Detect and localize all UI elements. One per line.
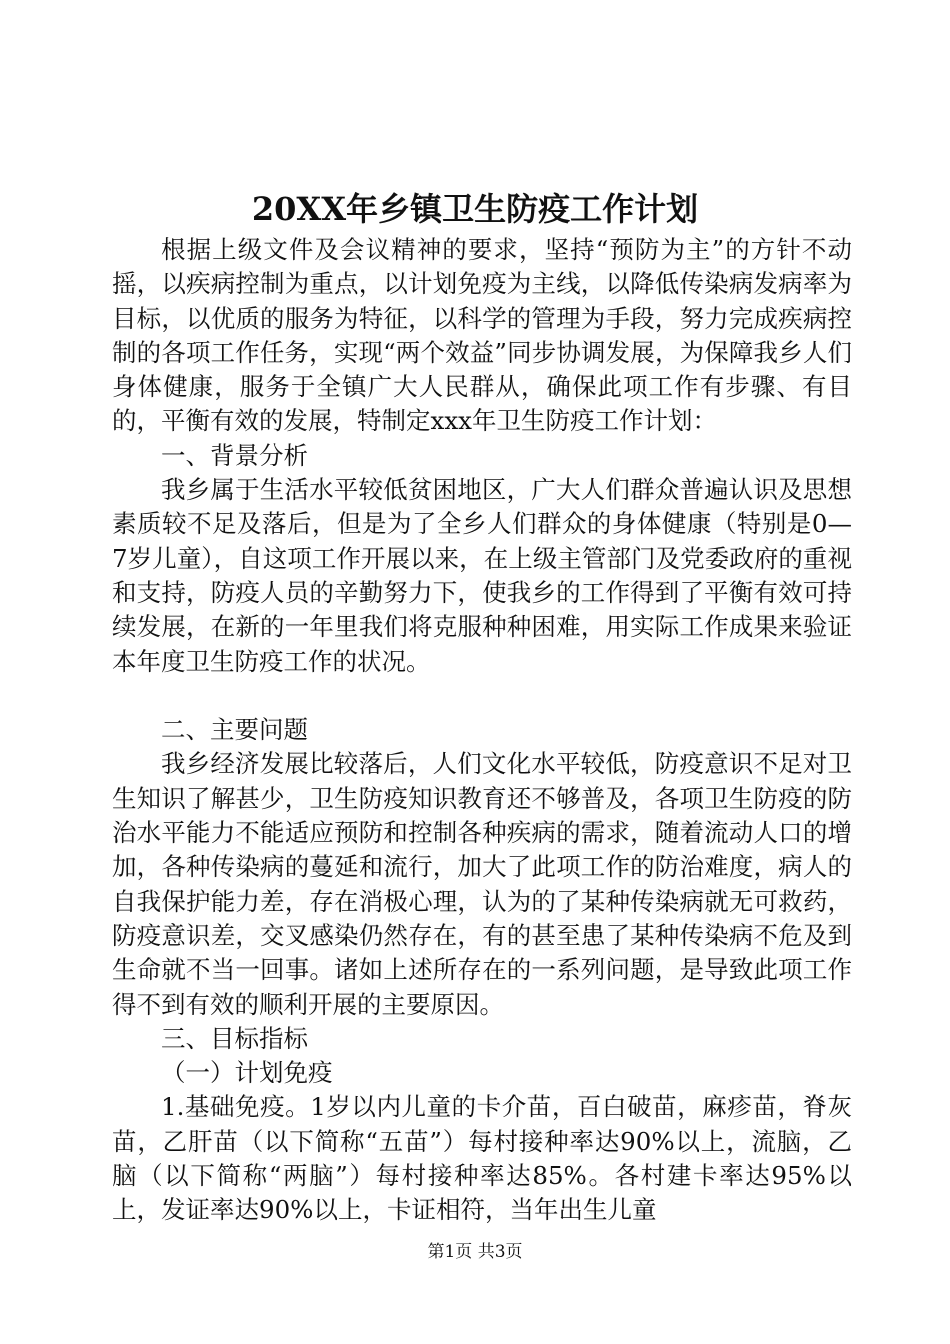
document-title: 20XX年乡镇卫生防疫工作计划	[251, 190, 699, 228]
problems-paragraph: 我乡经济发展比较落后，人们文化水平较低，防疫意识不足对卫生知识了解甚少，卫生防疫知识教育还不够普及，各项卫生防疫的防治水平能力不能适应预防和控制各种疾病的需求，随着流动人口的增加，各种传染病的蔓延和流行，加大了此项工作的防治难度，病人的自我保护能力差，存在消极心理，认为的了某种传染病就无可救药，防疫意识差，交叉感染仍然存在，有的甚至患了某种传染病不危及到生命就不当一回事。诸如上述所存在的一系列问题，是导致此项工作得不到有效的顺利开展的主要原因。	[112, 749, 852, 1019]
intro-paragraph: 根据上级文件及会议精神的要求，坚持“预防为主”的方针不动摇，以疾病控制为重点，以计划免疫为主线，以降低传染病发病率为目标，以优质的服务为特征，以科学的管理为手段，努力完成疾病控制的各项工作任务，实现“两个效益”同步协调发展，为保障我乡人们身体健康，服务于全镇广大人民群从，确保此项工作有步骤、有目的，平衡有效的发展，特制定xxx年卫生防疫工作计划：	[112, 235, 852, 436]
subsection-heading-immunization: （一）计划免疫	[161, 1058, 333, 1088]
blank-line	[112, 679, 852, 713]
background-paragraph: 我乡属于生活水平较低贫困地区，广大人们群众普遍认识及思想素质较不足及落后，但是为了全乡人们群众的身体健康（特别是0—7岁儿童），自这项工作开展以来，在上级主管部门及党委政府的重视和支持，防疫人员的辛勤努力下，使我乡的工作得到了平衡有效可持续发展，在新的一年里我们将克服种种困难，用实际工作成果来验证本年度卫生防疫工作的状况。	[112, 475, 852, 676]
section-heading-targets: 三、目标指标	[161, 1023, 308, 1053]
immunization-paragraph: 1.基础免疫。1岁以内儿童的卡介苗，百白破苗，麻疹苗，脊灰苗，乙肝苗（以下简称“五苗”）每村接种率达90%以上，流脑，乙脑（以下简称“两脑”）每村接种率达85%。各村建卡率达95%以上，发证率达90%以上，卡证相符，当年出生儿童	[112, 1092, 852, 1225]
page-footer: 第1页 共3页	[427, 1242, 523, 1262]
document-body	[112, 233, 852, 1228]
section-heading-problems: 二、主要问题	[161, 715, 308, 745]
section-heading-background: 一、背景分析	[161, 440, 308, 470]
